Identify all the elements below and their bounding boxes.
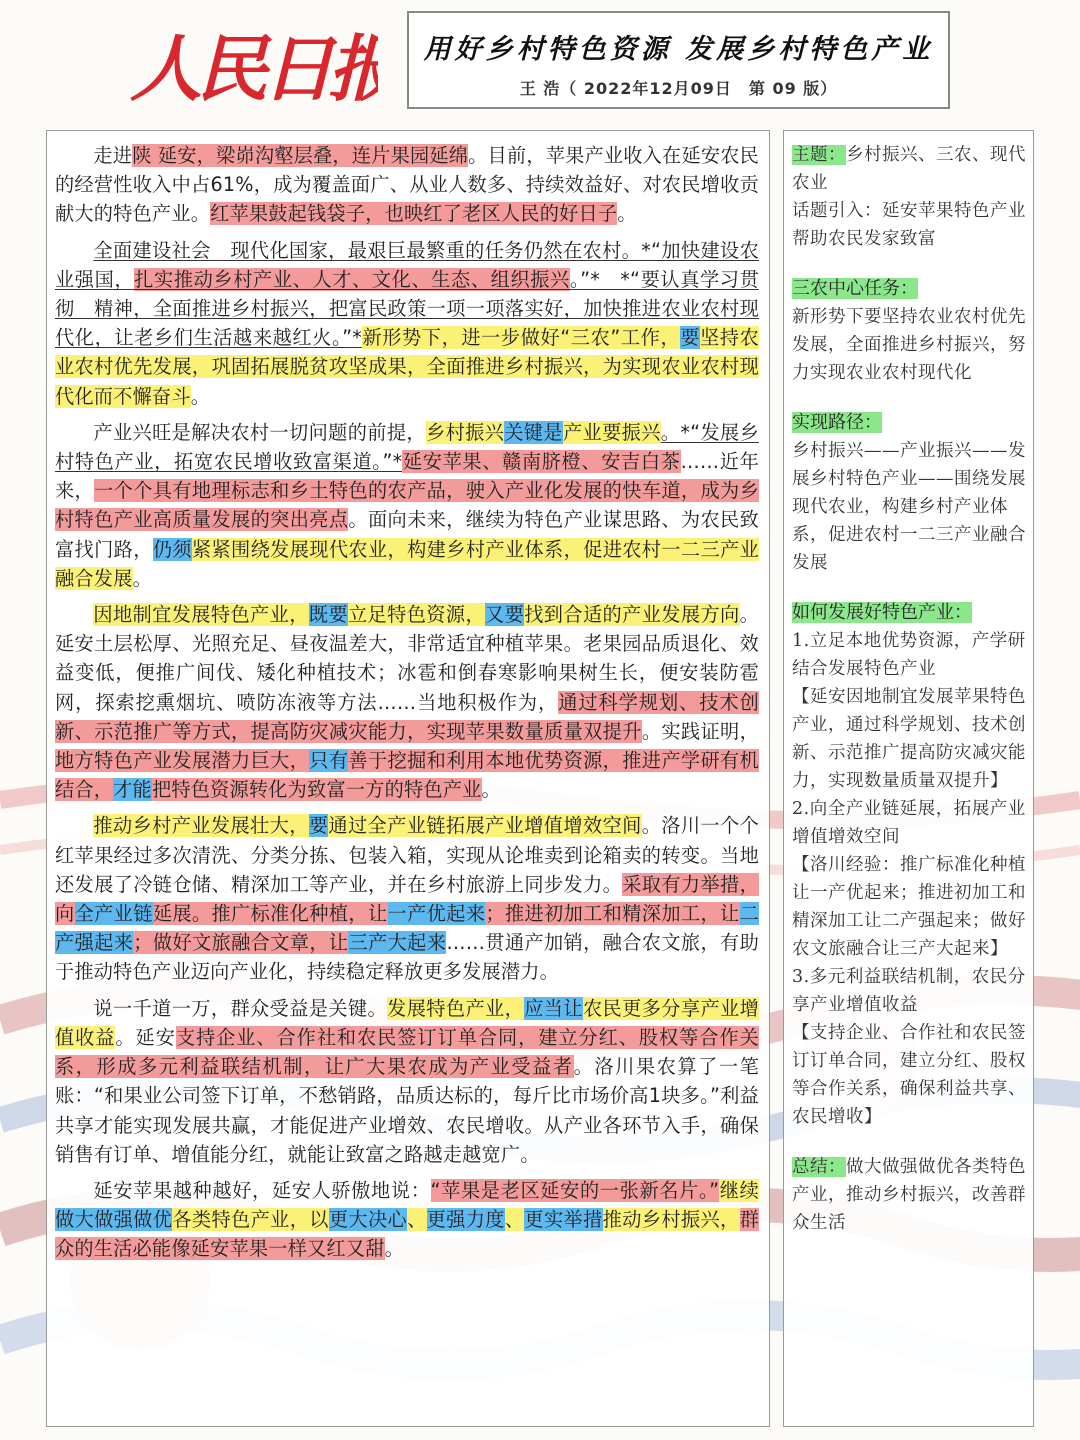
note-tasks: 三农中心任务： 新形势下要坚持农业农村优先发展，全面推进乡村振兴，努力实现农业农村现代化 [792, 278, 1026, 383]
note-path: 实现路径： 乡村振兴——产业振兴——发展乡村特色产业——围绕发展现代农业，构建乡村产业体系，促进农村一二三产业融合发展 [792, 412, 1026, 573]
paragraph-5: 推动乡村产业发展壮大，要通过全产业链拓展产业增值增效空间。洛川一个个红苹果经过多次清洗、分类分拣、包装入箱，实现从论堆卖到论箱卖的转变。当地还发展了冷链仓储、精深加工等产业，并在乡村旅游上同步发力。采取有力举措，向全产业链延展。推广标准化种植，让一产优起来；推进初加工和精深加工，让二产强起来；做好文旅融合文章，让三产大起来……贯通产加销，融合农文旅，有助于推动特色产业迈向产业化，持续稳定释放更多发展潜力。 [55, 814, 760, 984]
note-label: 如何发展好特色产业： [792, 602, 972, 623]
notes-sidebar [783, 130, 1034, 1427]
header-box [407, 11, 950, 109]
newspaper-logo [128, 12, 378, 112]
article-body [46, 130, 770, 1427]
paragraph-2: 全面建设社会 现代化国家，最艰巨最繁重的任务仍然在农村。*“加快建设农业强国，扎实推动乡村产业、人才、文化、生态、组织振兴。”* *“要认真学习贯彻 精神，全面推进乡村振兴，把富民政策一项一项落实好，加快推进农业农村现代化，让老乡们生活越来越红火。”*新形势下，进一步做好“三农”工作，要坚持农业农村优先发展，巩固拓展脱贫攻坚成果，全面推进乡村振兴，为实现农业农村现代化而不懈奋斗。 [55, 238, 759, 408]
note-how: 如何发展好特色产业： 1.立足本地优势资源，产学研结合发展特色产业 【延安因地制宜发展苹果特色产业，通过科学规划、技术创新、示范推广提高防灾减灾能力，实现数量质量双提升】 2.向全产业链延展，拓展产业增值增效空间 【洛川经验：推广标准化种植让一产优起来；推进初加工和精深加工让二产强起来；做好农文旅融合让三产大起来】 3.多元利益联结机制，农民分享产业增值收益 【支持企业、合作社和农民签订订单合同，建立分红、股权等合作关系，确保利益共享、农民增收】 [792, 602, 1026, 1127]
note-summary: 总结：做大做强做优各类特色产业，推动乡村振兴，改善群众生活 [792, 1157, 1026, 1233]
note-label: 主题： [792, 145, 846, 165]
paragraph-7: 延安苹果越种越好，延安人骄傲地说：“苹果是老区延安的一张新名片。”继续做大做强做优各类特色产业，以更大决心、更强力度、更实举措推动乡村振兴，群众的生活必能像延安苹果一样又红又甜。 [55, 1178, 759, 1261]
note-label: 实现路径： [792, 412, 882, 433]
headline: 用好乡村特色资源 发展乡村特色产业 [423, 34, 934, 65]
paragraph-3: 产业兴旺是解决农村一切问题的前提，乡村振兴关键是产业要振兴。*“发展乡村特色产业，拓宽农民增收致富渠道。”*延安苹果、赣南脐橙、安吉白茶……近年来，一个个具有地理标志和乡土特色的农产品，驶入产业化发展的快车道，成为乡村特色产业高质量发展的突出亮点。面向未来，继续为特色产业谋思路、为农民致富找门路，仍须紧紧围绕发展现代农业，构建乡村产业体系，促进农村一二三产业融合发展。 [55, 420, 759, 590]
paragraph-1: 走进陕 延安，梁峁沟壑层叠，连片果园延绵。目前，苹果产业收入在延安农民的经营性收入中占61%，成为覆盖面广、从业人数多、持续效益好、对农民增收贡献大的特色产业。红苹果鼓起钱袋子，也映红了老区人民的好日子。 [55, 144, 760, 226]
paragraph-6: 说一千道一万，群众受益是关键。发展特色产业，应当让农民更多分享产业增值收益。延安支持企业、合作社和农民签订订单合同，建立分红、股权等合作关系，形成多元利益联结机制，让广大果农成为产业受益者。洛川果农算了一笔账：“和果业公司签下订单，不愁销路，品质达标的，每斤比市场价高1块多。”利益共享才能实现发展共赢，才能促进产业增效、农民增收。从产业各环节入手，确保销售有订单、增值能分红，就能让致富之路越走越宽广。 [55, 996, 759, 1166]
byline: 王 浩（ 2022年12月09日 第 09 版） [519, 79, 838, 98]
svg-text:人民日报: 人民日报 [130, 26, 378, 111]
paragraph-4: 因地制宜发展特色产业，既要立足特色资源，又要找到合适的产业发展方向。延安土层松厚、光照充足、昼夜温差大，非常适宜种植苹果。老果园品质退化、效益变低，便推广间伐、矮化种植技术；冰雹和倒春寒影响果树生长，便安装防雹网，探索挖熏烟坑、喷防冻液等方法……当地积极作为，通过科学规划、技术创新、示范推广等方式，提高防灾减灾能力，实现苹果数量质量双提升。实践证明，地方特色产业发展潜力巨大，只有善于挖掘和利用本地优势资源，推进产学研有机结合，才能把特色资源转化为致富一方的特色产业。 [55, 603, 760, 802]
note-label: 总结： [792, 1157, 846, 1177]
note-theme: 主题：乡村振兴、三农、现代农业 话题引入：延安苹果特色产业帮助农民发家致富 [792, 145, 1026, 249]
note-label: 三农中心任务： [792, 278, 918, 299]
